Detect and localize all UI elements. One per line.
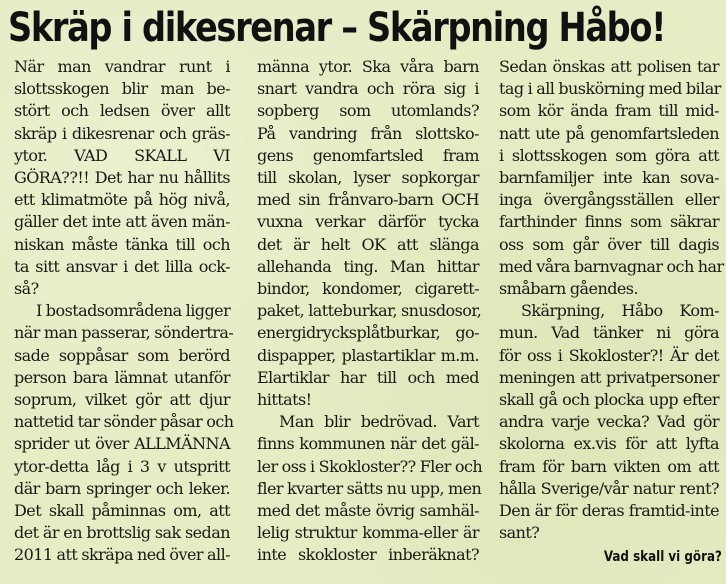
article-text-line: finns kommunen när det gäl- bbox=[257, 434, 479, 454]
article-signature: Vad skall vi göra? bbox=[603, 549, 722, 565]
article-text-line: gäller det inte att även män- bbox=[14, 212, 230, 232]
article-text-line: soprum, vilket gör att djur bbox=[14, 390, 230, 410]
article-text-line: vuxna verkar därför tycka bbox=[257, 212, 479, 232]
article-text-line: På vandring från slottsko- bbox=[257, 123, 479, 143]
article-text-line: energidrycksplåtburkar, go- bbox=[257, 323, 479, 343]
article-text-line: det är helt OK att slänga bbox=[257, 234, 479, 254]
article-text-line: med det måste övrig samhäl- bbox=[257, 501, 479, 521]
article-text-line: paket, latteburkar, snusdosor, bbox=[257, 301, 482, 321]
article-text-line: männa ytor. Ska våra barn bbox=[257, 57, 479, 76]
article-text-line: skolorna ex.vis för att lyfta bbox=[499, 434, 719, 454]
article-text-line: natt ute på genomfartsleden bbox=[499, 123, 719, 143]
article-column-3 bbox=[499, 56, 724, 544]
article-text-line: skräp i dikesrenar och gräs- bbox=[14, 123, 230, 143]
article-text-line: oss som går över till dagis bbox=[499, 234, 719, 254]
article-text-line: med sin frånvaro-barn OCH bbox=[257, 190, 479, 210]
article-text-line: ler oss i Skokloster?? Fler och bbox=[257, 456, 483, 476]
article-text-line: Man blir bedrövad. Vart bbox=[279, 412, 479, 432]
article-text-line: I bostadsområdena ligger bbox=[36, 301, 231, 321]
article-text-line: Det skall påminnas om, att bbox=[14, 501, 230, 521]
article-text-line: hittats! bbox=[257, 390, 312, 410]
article-text-line: i slottsskogen som göra att bbox=[499, 145, 719, 165]
article-text-line: GÖRA??!! Det har nu hållits bbox=[14, 168, 230, 188]
article-text-line: sopberg som utomlands? bbox=[257, 101, 479, 121]
article-text-line: Skärpning, Håbo Kom- bbox=[521, 301, 719, 321]
article-text-line: mun. Vad tänker ni göra bbox=[499, 323, 719, 343]
article-text-line: stört och ledsen över allt bbox=[14, 101, 230, 121]
article-text-line: hålla Sverige/vår natur rent? bbox=[499, 478, 719, 498]
article-text-line: Elartiklar har till och med bbox=[257, 367, 479, 387]
article-text-line: när man passerar, söndertra- bbox=[14, 323, 234, 343]
article-text-line: barnfamiljer inte kan sova- bbox=[499, 168, 719, 188]
article-text-line: gens genomfartsled fram bbox=[257, 145, 479, 165]
article-text-line: inte skokloster inberäknat? bbox=[257, 545, 479, 565]
article-text-line: 2011 att skräpa ned över all- bbox=[14, 545, 230, 565]
article-text-line: sprider ut över ALLMÄNNA bbox=[14, 434, 230, 454]
article-text-line: Sedan önskas att polisen tar bbox=[499, 57, 719, 76]
article-text-line: som kör ända fram till mid- bbox=[499, 101, 719, 121]
article-text-line: till skolan, lyser sopkorgar bbox=[257, 168, 479, 188]
article-text-line: allehanda ting. Man hittar bbox=[257, 256, 479, 276]
article-text-line: där barn springer och leker. bbox=[14, 478, 230, 498]
article-text-line: niskan måste tänka till och bbox=[14, 234, 230, 254]
article-text-line: småbarn gåendes. bbox=[499, 279, 639, 299]
article-text-line: sant? bbox=[499, 523, 540, 543]
article-text-line: det är en brottslig sak sedan bbox=[14, 523, 230, 543]
article-text-line: Den är för deras framtid-inte bbox=[499, 501, 719, 521]
article-text-line: ytor-detta låg i 3 v utspritt bbox=[14, 456, 230, 476]
article-text-line: ta sitt ansvar i det lilla ock- bbox=[14, 256, 230, 276]
article-text-line: så? bbox=[14, 279, 39, 299]
article-headline: Skräp i dikesrenar – Skärpning Håbo! bbox=[8, 5, 666, 51]
article-text-line: skall gå och plocka upp efter bbox=[499, 390, 719, 410]
article-text-line: för oss i Skokloster?! Är det bbox=[499, 345, 719, 365]
article-text-line: ytor. VAD SKALL VI bbox=[14, 145, 230, 165]
article-text-line: dispapper, plastartiklar m.m. bbox=[257, 345, 479, 365]
article-text-line: nattetid tar sönder påsar och bbox=[14, 412, 234, 432]
article-text-line: sade soppåsar som berörd bbox=[14, 345, 230, 365]
article-text-line: farthinder finns som säkrar bbox=[499, 212, 719, 232]
article-text-line: andra varje vecka? Vad gör bbox=[499, 412, 719, 432]
article-text-line: ett klimatmöte på hög nivå, bbox=[14, 190, 230, 210]
article-text-line: fler kvarter sätts nu upp, men bbox=[257, 478, 482, 498]
article-text-line: bindor, kondomer, cigarett- bbox=[257, 279, 479, 299]
article-text-line: med våra barnvagnar och har bbox=[499, 256, 724, 276]
article-text-line: slottsskogen blir man be- bbox=[14, 79, 230, 99]
article-column-2 bbox=[257, 56, 483, 567]
article-text-line: När man vandrar runt i bbox=[14, 57, 230, 76]
article-text-line: inga övergångsställen eller bbox=[499, 190, 719, 210]
article-text-line: fram för barn vikten om att bbox=[499, 456, 719, 476]
article-text-line: snart vandra och röra sig i bbox=[257, 79, 479, 99]
article-text-line: lelig struktur komma-eller är bbox=[257, 523, 479, 543]
article-text-line: person bara lämnat utanför bbox=[14, 367, 230, 387]
article-column-1 bbox=[14, 56, 234, 567]
article-text-line: meningen att privatpersoner bbox=[499, 367, 719, 387]
article-text-line: tag i all buskörning med bilar bbox=[499, 79, 721, 99]
